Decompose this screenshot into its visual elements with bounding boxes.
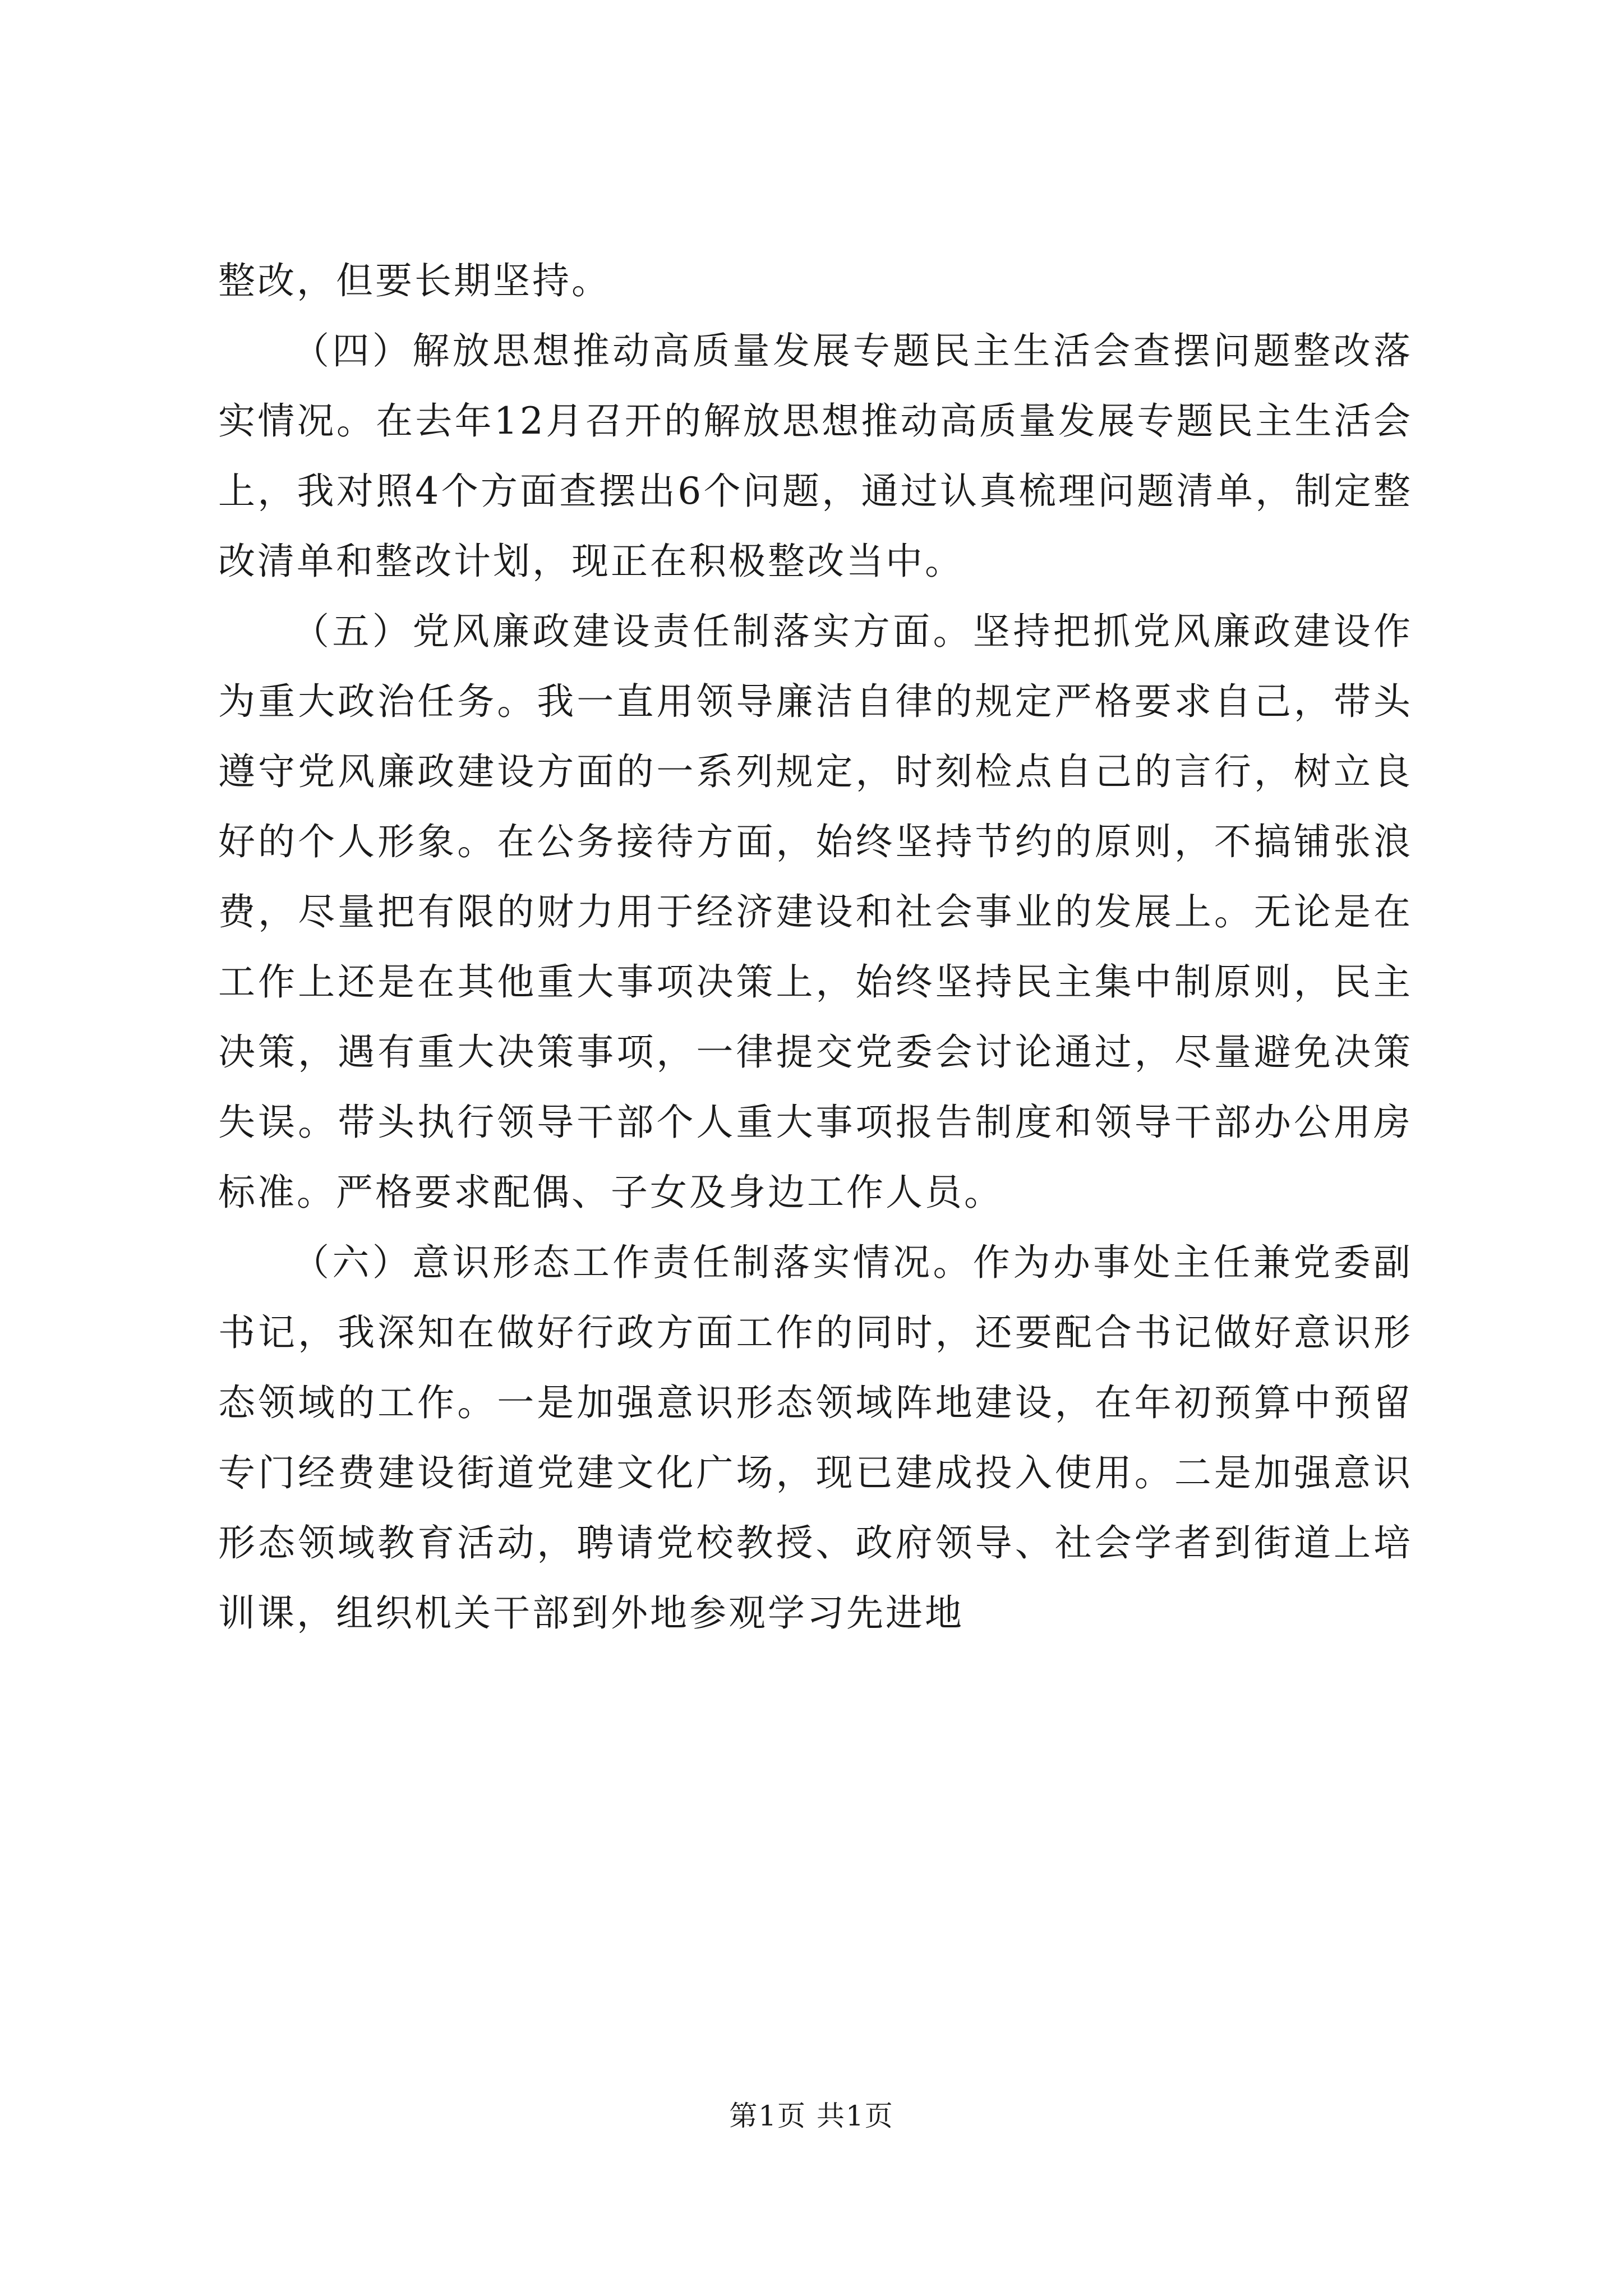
paragraph-section-4: （四）解放思想推动高质量发展专题民主生活会查摆问题整改落实情况。在去年12月召开的解放思想推动高质量发展专题民主生活会上，我对照4个方面查摆出6个问题，通过认真梳理问题清单，制定整改清单和整改计划，现正在积极整改当中。: [218, 329, 1413, 583]
paragraph-section-6: （六）意识形态工作责任制落实情况。作为办事处主任兼党委副书记，我深知在做好行政方面工作的同时，还要配合书记做好意识形态领域的工作。一是加强意识形态领域阵地建设，在年初预算中预留专门经费建设街道党建文化广场，现已建成投入使用。二是加强意识形态领域教育活动，聘请党校教授、政府领导、社会学者到街道上培训课，组织机关干部到外地参观学习先进地: [218, 1241, 1413, 1635]
page-footer: 第1页 共1页: [729, 2100, 894, 2132]
paragraph-section-5: （五）党风廉政建设责任制落实方面。坚持把抓党风廉政建设作为重大政治任务。我一直用领导廉洁自律的规定严格要求自己，带头遵守党风廉政建设方面的一系列规定，时刻检点自己的言行，树立良好的个人形象。在公务接待方面，始终坚持节约的原则，不搞铺张浪费，尽量把有限的财力用于经济建设和社会事业的发展上。无论是在工作上还是在其他重大事项决策上，始终坚持民主集中制原则，民主决策，遇有重大决策事项，一律提交党委会讨论通过，尽量避免决策失误。带头执行领导干部个人重大事项报告制度和领导干部办公用房标准。严格要求配偶、子女及身边工作人员。: [218, 610, 1413, 1214]
document-body: [218, 246, 1413, 1648]
paragraph-continuation: 整改，但要长期坚持。: [218, 259, 611, 302]
